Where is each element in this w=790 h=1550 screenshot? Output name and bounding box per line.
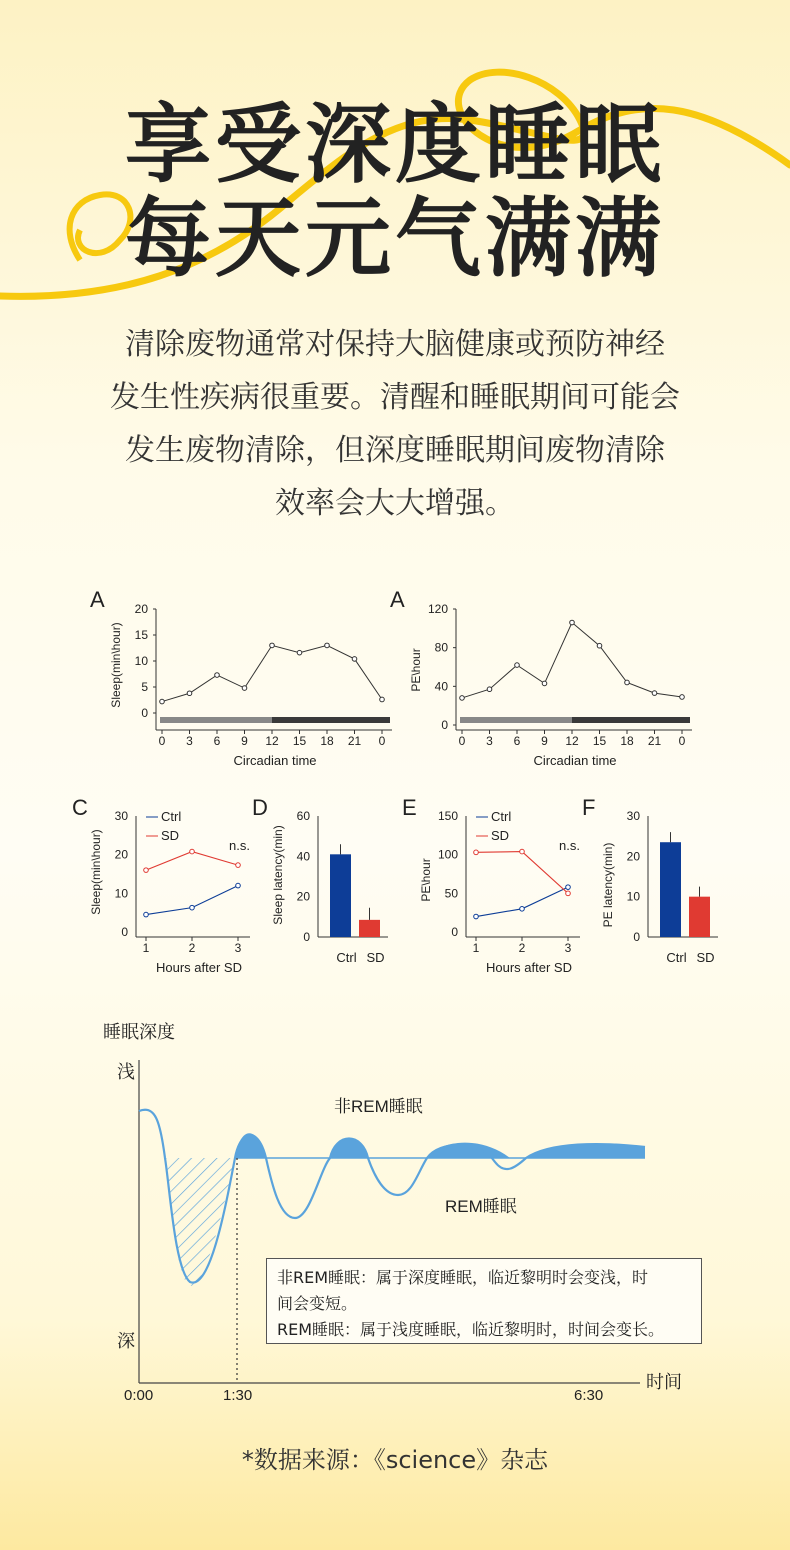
x-tick-label: 3 [564, 941, 572, 955]
data-point [160, 699, 165, 704]
headline-line-2: 每天元气满满 [125, 189, 665, 289]
sleep-note-box [266, 1258, 702, 1344]
x-axis-title: 时间 [646, 1372, 682, 1392]
intro-line: 清除废物通常对保持大脑健康或预防神经 [125, 327, 665, 362]
nrem-label: 非REM睡眠 [334, 1097, 423, 1116]
y-bottom-label: 深 [117, 1331, 135, 1351]
intro-line: 发生废物清除，但深度睡眠期间废物清除 [125, 433, 665, 468]
data-point [215, 673, 220, 678]
y-tick-label: 20 [114, 847, 128, 862]
chart-pe-latency [582, 795, 718, 965]
data-point [515, 663, 520, 668]
data-point-sd [566, 891, 571, 896]
y-axis-label: PE\hour [419, 858, 433, 902]
y-tick-label: 100 [437, 847, 458, 862]
y-tick-label: 0 [451, 925, 458, 939]
legend-sd: SD [491, 828, 510, 843]
x-axis-label: Hours after SD [156, 960, 242, 975]
x-axis-label: Circadian time [233, 753, 317, 768]
y-axis-label: PE\hour [409, 648, 423, 692]
x-tick-label: 9 [541, 734, 548, 748]
data-point-sd [520, 849, 525, 854]
intro-line: 发生性疾病很重要。清醒和睡眠期间可能会 [110, 380, 680, 415]
data-point [270, 643, 275, 648]
chart-sleep-latency [252, 795, 388, 965]
y-axis-label: Sleep(min\hour) [109, 622, 123, 708]
light-phase-bar [460, 717, 572, 723]
panel-label: C [72, 795, 88, 820]
chart-sleep-after-sd [72, 795, 250, 975]
ns-annotation: n.s. [229, 838, 250, 853]
x-tick-label: 12 [265, 734, 279, 748]
x-tick-label: 0 [158, 734, 166, 748]
bar-sd [689, 897, 710, 937]
panel-label: A [90, 587, 105, 612]
data-point [652, 691, 657, 696]
x-tick-label: 2 [518, 941, 526, 955]
x-tick-label: 0 [378, 734, 386, 748]
y-tick-label: 40 [296, 849, 310, 864]
x-tick-label: 12 [565, 734, 579, 748]
series-line-ctrl [476, 887, 568, 916]
y-tick-label: 20 [134, 602, 148, 616]
x-tick-label: 3 [186, 734, 193, 748]
dark-phase-bar [572, 717, 690, 723]
series-line [462, 623, 682, 698]
rem-label: REM睡眠 [445, 1197, 517, 1216]
data-point [487, 687, 492, 692]
panel-label: D [252, 795, 268, 820]
note-line: REM睡眠：属于浅度睡眠，临近黎明时，时间会变长。 [277, 1320, 665, 1339]
data-point-ctrl [144, 912, 149, 917]
y-top-label: 浅 [117, 1062, 135, 1082]
y-tick-label: 40 [434, 679, 448, 694]
bar-ctrl [660, 842, 681, 937]
data-point-ctrl [236, 883, 241, 888]
data-point [542, 681, 547, 686]
y-tick-label: 20 [296, 889, 310, 904]
chart-sleep-circadian [90, 587, 392, 768]
panel-label: A [390, 587, 405, 612]
x-tick-label: 6 [513, 734, 521, 748]
data-point-sd [144, 868, 149, 873]
y-tick-label: 0 [303, 930, 310, 944]
x-tick-label: Ctrl [666, 950, 687, 965]
data-point [680, 695, 685, 700]
data-point [625, 680, 630, 685]
panel-label: F [582, 795, 596, 820]
y-tick-label: 80 [434, 640, 448, 655]
x-tick-label: 18 [320, 734, 334, 748]
series-line [162, 645, 382, 701]
x-tick-label: 21 [347, 734, 362, 748]
data-point [297, 650, 302, 655]
intro-paragraph [60, 318, 730, 530]
x-tick-label: 1 [472, 941, 480, 955]
x-tick-label: Ctrl [336, 950, 357, 965]
data-point-ctrl [474, 914, 479, 919]
headline-line-1: 享受深度睡眠 [125, 95, 665, 195]
chart-pe-circadian [390, 587, 692, 768]
y-tick-label: 15 [134, 628, 148, 642]
data-point-sd [236, 863, 241, 868]
y-tick-label: 5 [141, 680, 148, 694]
data-point [380, 697, 385, 702]
y-tick-label: 0 [441, 718, 448, 732]
x-tick-label: 6 [213, 734, 221, 748]
y-axis-label: Sleep(min\hour) [89, 829, 103, 915]
x-tick-label: 0 [458, 734, 466, 748]
y-tick-label: 150 [437, 809, 458, 823]
y-tick-label: 30 [114, 809, 128, 823]
y-tick-label: 10 [626, 889, 640, 904]
y-tick-label: 50 [444, 886, 458, 901]
rem-bump [330, 1139, 368, 1159]
note-line: 非REM睡眠：属于深度睡眠，临近黎明时会变浅，时 [277, 1268, 649, 1287]
x-tick-label: SD [366, 950, 385, 965]
x-tick-label: 3 [234, 941, 242, 955]
ns-annotation: n.s. [559, 838, 580, 853]
x-tick-label: 3 [486, 734, 493, 748]
research-charts [0, 570, 790, 990]
data-point-ctrl [190, 905, 195, 910]
legend-ctrl: Ctrl [161, 809, 182, 824]
x-tick-label: 9 [241, 734, 248, 748]
x-tick-label: 0 [678, 734, 686, 748]
data-point-sd [190, 849, 195, 854]
y-tick-label: 10 [114, 886, 128, 901]
x-axis-label: Circadian time [533, 753, 617, 768]
y-tick-label: 0 [121, 925, 128, 939]
x-tick-0630: 6:30 [574, 1387, 604, 1404]
data-point [242, 686, 247, 691]
y-tick-label: 30 [626, 809, 640, 823]
intro-line: 效率会大大增强。 [275, 486, 515, 521]
data-point [460, 696, 465, 701]
x-tick-0000: 0:00 [124, 1387, 154, 1404]
x-tick-label: 15 [592, 734, 607, 748]
data-point [570, 620, 575, 625]
data-point [597, 643, 602, 648]
y-tick-label: 0 [141, 706, 148, 720]
y-axis-title: 睡眠深度 [103, 1022, 175, 1042]
y-tick-label: 60 [296, 809, 310, 823]
note-line: 间会变短。 [277, 1294, 358, 1313]
legend-sd: SD [161, 828, 180, 843]
deep-sleep-hatch [165, 1158, 235, 1286]
y-axis-label: Sleep latency(min) [271, 825, 285, 925]
sleep-depth-chart [0, 1010, 790, 1420]
panel-label: E [402, 795, 417, 820]
x-tick-label: 18 [620, 734, 634, 748]
data-source-note: *数据来源：《science》杂志 [241, 1446, 549, 1474]
data-point [325, 643, 330, 648]
x-tick-label: SD [696, 950, 715, 965]
x-axis-label: Hours after SD [486, 960, 572, 975]
x-tick-0130: 1:30 [223, 1387, 253, 1404]
y-tick-label: 120 [427, 602, 448, 616]
y-tick-label: 10 [134, 654, 148, 668]
legend-ctrl: Ctrl [491, 809, 512, 824]
bar-ctrl [330, 854, 351, 937]
light-phase-bar [160, 717, 272, 723]
y-axis-label: PE latency(min) [601, 842, 615, 928]
x-tick-label: 2 [188, 941, 196, 955]
x-tick-label: 21 [647, 734, 662, 748]
series-line-sd [476, 852, 568, 894]
y-tick-label: 20 [626, 849, 640, 864]
chart-pe-after-sd [402, 795, 580, 975]
x-tick-label: 15 [292, 734, 307, 748]
bar-sd [359, 920, 380, 937]
data-point-ctrl [566, 885, 571, 890]
data-point [352, 657, 357, 662]
data-point [187, 691, 192, 696]
data-point-sd [474, 850, 479, 855]
y-tick-label: 0 [633, 930, 640, 944]
x-tick-label: 1 [142, 941, 150, 955]
dark-phase-bar [272, 717, 390, 723]
data-point-ctrl [520, 907, 525, 912]
